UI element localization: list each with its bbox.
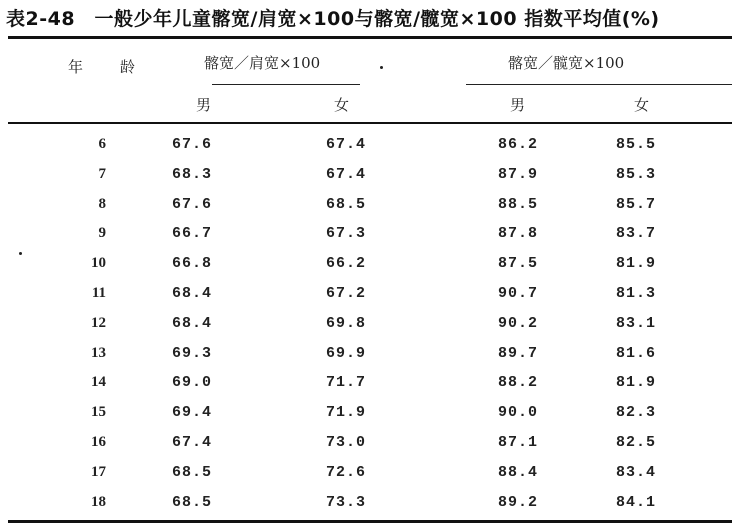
group2-male-header: 男 bbox=[510, 96, 526, 114]
group1-male-value: 68.4 bbox=[172, 315, 213, 332]
age-header-part1: 年 bbox=[68, 58, 84, 76]
group2-underline bbox=[466, 84, 732, 85]
group1-female-value: 67.3 bbox=[326, 225, 367, 242]
scan-artifact-dot bbox=[19, 252, 22, 255]
group1-male-value: 69.3 bbox=[172, 345, 213, 362]
header-rule bbox=[8, 122, 732, 124]
group1-female-value: 67.2 bbox=[326, 285, 367, 302]
group2-female-value: 85.5 bbox=[616, 136, 657, 153]
age-cell: 17 bbox=[91, 464, 106, 480]
group2-male-value: 90.7 bbox=[498, 285, 539, 302]
age-cell: 10 bbox=[91, 255, 106, 271]
group1-female-value: 72.6 bbox=[326, 464, 367, 481]
group1-female-value: 69.9 bbox=[326, 345, 367, 362]
age-cell: 16 bbox=[91, 434, 106, 450]
group1-male-value: 68.4 bbox=[172, 285, 213, 302]
group1-female-value: 69.8 bbox=[326, 315, 367, 332]
group1-male-value: 68.5 bbox=[172, 494, 213, 511]
age-cell: 7 bbox=[98, 166, 106, 182]
group2-female-value: 83.4 bbox=[616, 464, 657, 481]
scan-artifact-mark bbox=[380, 66, 383, 69]
age-header-part2: 龄 bbox=[120, 58, 136, 76]
age-cell: 9 bbox=[98, 225, 106, 241]
group1-female-value: 66.2 bbox=[326, 255, 367, 272]
group2-female-value: 81.3 bbox=[616, 285, 657, 302]
group2-female-value: 81.6 bbox=[616, 345, 657, 362]
table-title: 表2-48 一般少年儿童髂宽/肩宽×100与髂宽/髋宽×100 指数平均值(%) bbox=[6, 8, 660, 30]
group1-male-value: 66.7 bbox=[172, 225, 213, 242]
group2-female-value: 84.1 bbox=[616, 494, 657, 511]
group2-male-value: 89.7 bbox=[498, 345, 539, 362]
age-cell: 11 bbox=[91, 285, 106, 301]
age-cell: 13 bbox=[91, 345, 106, 361]
group1-header: 髂宽／肩宽×100 bbox=[204, 54, 321, 72]
group2-female-value: 85.7 bbox=[616, 196, 657, 213]
age-cell: 6 bbox=[98, 136, 106, 152]
group2-male-value: 90.0 bbox=[498, 404, 539, 421]
group2-male-value: 87.9 bbox=[498, 166, 539, 183]
group2-female-value: 82.3 bbox=[616, 404, 657, 421]
group1-male-value: 67.6 bbox=[172, 136, 213, 153]
bottom-rule bbox=[8, 520, 732, 523]
group2-male-value: 89.2 bbox=[498, 494, 539, 511]
group1-male-value: 66.8 bbox=[172, 255, 213, 272]
age-cell: 14 bbox=[91, 374, 106, 390]
group1-underline bbox=[212, 84, 360, 85]
group1-male-value: 69.0 bbox=[172, 374, 213, 391]
age-cell: 12 bbox=[91, 315, 106, 331]
group2-female-value: 83.1 bbox=[616, 315, 657, 332]
group2-female-value: 85.3 bbox=[616, 166, 657, 183]
group1-male-value: 67.4 bbox=[172, 434, 213, 451]
group1-female-value: 67.4 bbox=[326, 136, 367, 153]
group1-female-value: 73.3 bbox=[326, 494, 367, 511]
group1-male-value: 67.6 bbox=[172, 196, 213, 213]
group1-female-value: 73.0 bbox=[326, 434, 367, 451]
group2-male-value: 90.2 bbox=[498, 315, 539, 332]
group2-female-header: 女 bbox=[634, 96, 650, 114]
group1-female-header: 女 bbox=[334, 96, 350, 114]
group2-male-value: 88.2 bbox=[498, 374, 539, 391]
top-rule bbox=[8, 36, 732, 39]
group1-male-header: 男 bbox=[196, 96, 212, 114]
group2-female-value: 81.9 bbox=[616, 255, 657, 272]
group1-male-value: 68.5 bbox=[172, 464, 213, 481]
age-cell: 8 bbox=[98, 196, 106, 212]
group2-female-value: 83.7 bbox=[616, 225, 657, 242]
group1-female-value: 71.7 bbox=[326, 374, 367, 391]
group2-male-value: 87.8 bbox=[498, 225, 539, 242]
group2-male-value: 87.1 bbox=[498, 434, 539, 451]
group2-header: 髂宽／髋宽×100 bbox=[508, 54, 625, 72]
group1-female-value: 71.9 bbox=[326, 404, 367, 421]
group2-male-value: 87.5 bbox=[498, 255, 539, 272]
group1-female-value: 68.5 bbox=[326, 196, 367, 213]
group2-male-value: 86.2 bbox=[498, 136, 539, 153]
group1-male-value: 69.4 bbox=[172, 404, 213, 421]
age-cell: 18 bbox=[91, 494, 106, 510]
group2-female-value: 81.9 bbox=[616, 374, 657, 391]
group2-male-value: 88.5 bbox=[498, 196, 539, 213]
group1-male-value: 68.3 bbox=[172, 166, 213, 183]
group2-female-value: 82.5 bbox=[616, 434, 657, 451]
group2-male-value: 88.4 bbox=[498, 464, 539, 481]
group1-female-value: 67.4 bbox=[326, 166, 367, 183]
age-cell: 15 bbox=[91, 404, 106, 420]
